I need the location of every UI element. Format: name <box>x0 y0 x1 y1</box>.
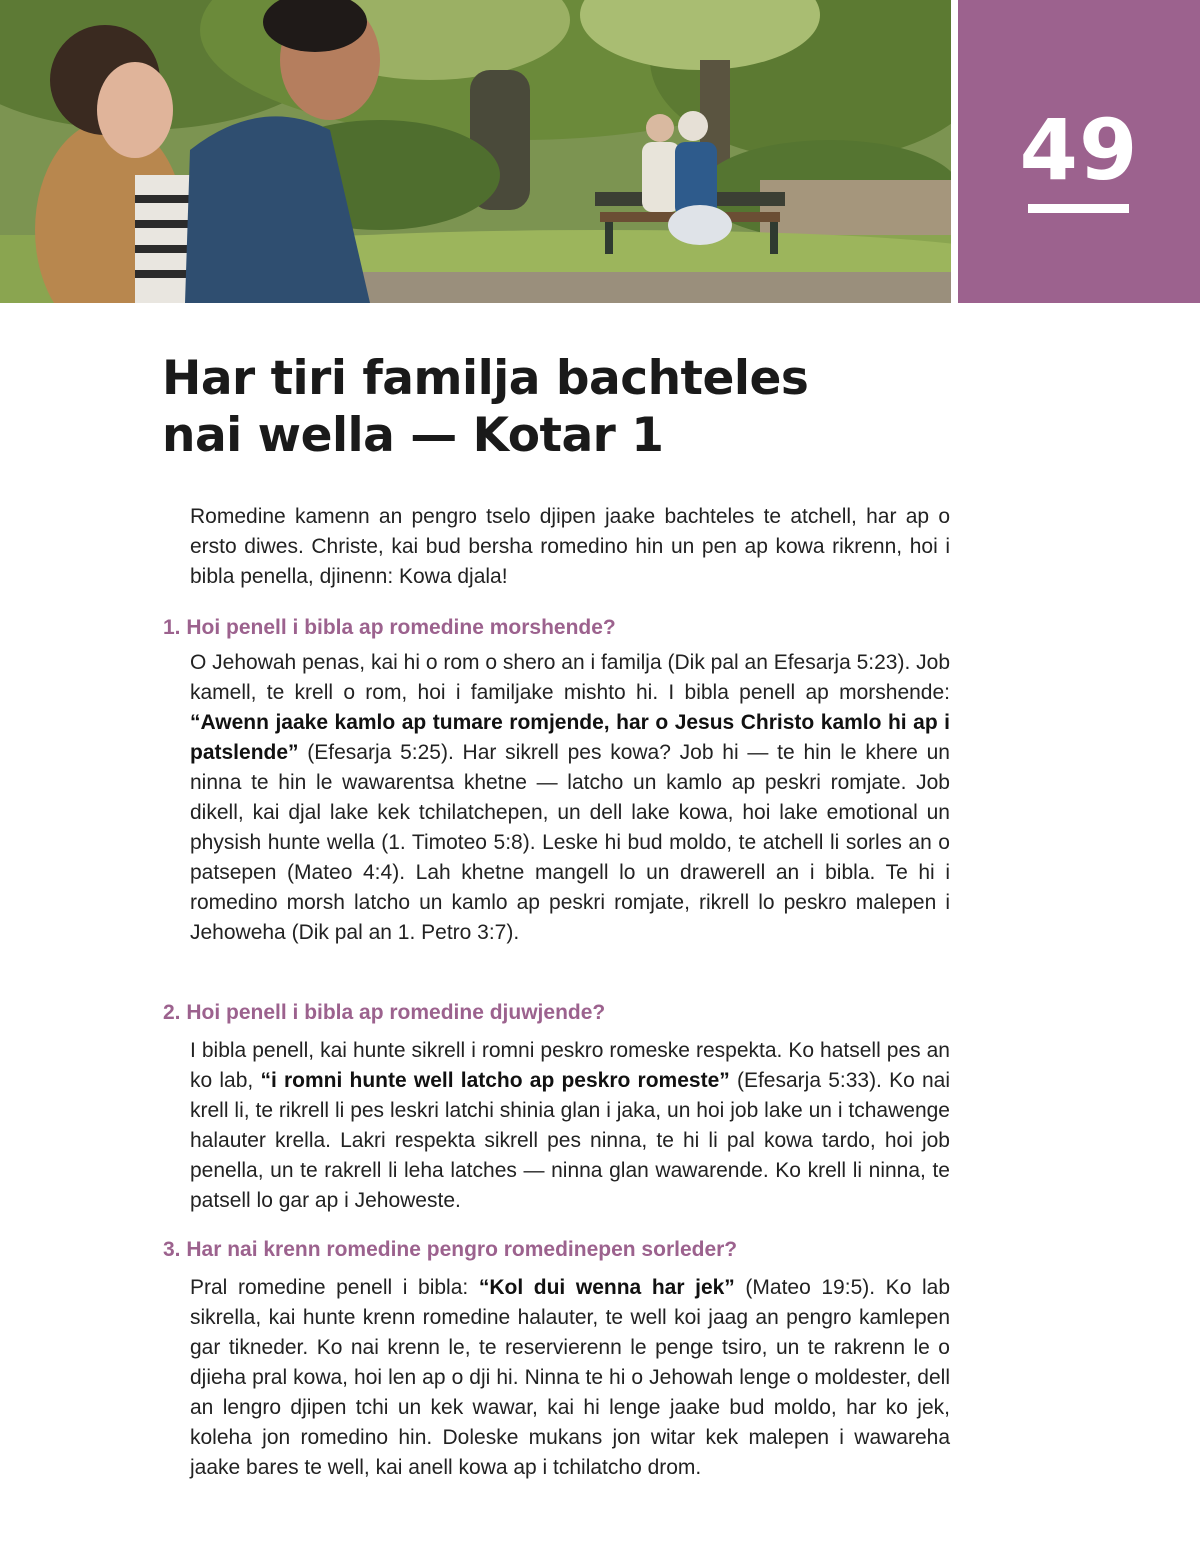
title-line-1: Har tiri familja bachteles <box>162 351 809 406</box>
page-title <box>162 350 922 464</box>
hero-photo <box>0 0 951 303</box>
answer-1-quote: “Awenn jaake kamlo ap tumare romjende, har o Jesus Christo kamlo hi ap i patslende” <box>190 711 950 764</box>
answer-3-text-b: (Mateo 19:5). Ko lab sikrella, kai hunte krenn romedine halauter, te well koi jaag an pengro kamlepen gar tikneder. Ko nai krenn le, te reservierenn le penge tsiro, un te rakrenn le o djieha pral kowa, hoi len ap o dji hi. Ninna te hi o Jehowah lenge o moldester, dell an lengro djipen tchi un kek wawar, kai hi lenge jaake bud moldo, har ko jek, koleha jon romedino hin. Doleske mukans jon witar kek malepen i wawareha jaake bares te well, kai anell kowa ap i tchilatcho drom. <box>190 1276 951 1479</box>
answer-1-text-b: (Efesarja 5:25). Har sikrell pes kowa? Job hi — te hin le khere un ninna te hin le wawarentsa khetne — latcho un kamlo ap peskri romjate. Job dikell, kai djal lake kek tchilatchepen, un dell lake kowa, hoi lake emotional un physish hunte wella (1. Timoteo 5:8). Leske hi bud moldo, te atchell li sorles an o patsepen (Mateo 4:4). Lah khetne mangell lo un drawerell an i bibla. Te hi i romedino morsh latcho un kamlo ap peskri romjate, rikrell lo peskro malepen i Jehoweha (Dik pal an 1. Petro 3:7). <box>190 741 950 944</box>
chapter-number: 49 <box>1019 101 1139 199</box>
question-2-heading: 2. Hoi penell i bibla ap romedine djuwjende? <box>163 1001 606 1024</box>
question-1-heading: 1. Hoi penell i bibla ap romedine morshende? <box>163 616 616 639</box>
title-line-2: nai wella — Kotar 1 <box>162 408 664 463</box>
answer-3-quote: “Kol dui wenna har jek” <box>478 1276 735 1299</box>
question-1-answer <box>190 648 950 948</box>
answer-1-text-a: O Jehowah penas, kai hi o rom o shero an i familja (Dik pal an Efesarja 5:23). Job kamell, te krell o rom, hoi i familjake mishto hi. I bibla penell ap morshende: <box>190 651 950 704</box>
answer-2-text-b: (Efesarja 5:33). Ko nai krell li, te rikrell li pes leskri latchi shinia glan i jaka, un hoi job lake un i tchawenge halauter krella. Lakri respekta sikrell pes ninna, te hi li pal kowa tardo, hoi job penella, un te rakrell li leha latches — ninna glan wawarende. Ko krell li ninna, te patsell lo gar ap i Jehoweste. <box>190 1069 951 1212</box>
answer-2-text-a: I bibla penell, kai hunte sikrell i romni peskro romeske respekta. Ko hatsell pes an ko lab, <box>190 1039 950 1092</box>
question-2-answer <box>190 1036 950 1216</box>
intro-paragraph: Romedine kamenn an pengro tselo djipen jaake bachteles te atchell, har ap o ersto diwes. Christe, kai bud bersha romedino hin un pen ap kowa rikrenn, hoi i bibla penella, djinenn: Kowa djala! <box>190 505 950 588</box>
question-3-heading: 3. Har nai krenn romedine pengro romedinepen sorleder? <box>163 1238 738 1261</box>
answer-2-quote: “i romni hunte well latcho ap peskro romeste” <box>260 1069 730 1092</box>
park-photo-illustration <box>0 0 951 303</box>
chapter-underline <box>1028 204 1129 213</box>
answer-3-text-a: Pral romedine penell i bibla: <box>190 1276 479 1299</box>
question-3-answer <box>190 1273 950 1483</box>
